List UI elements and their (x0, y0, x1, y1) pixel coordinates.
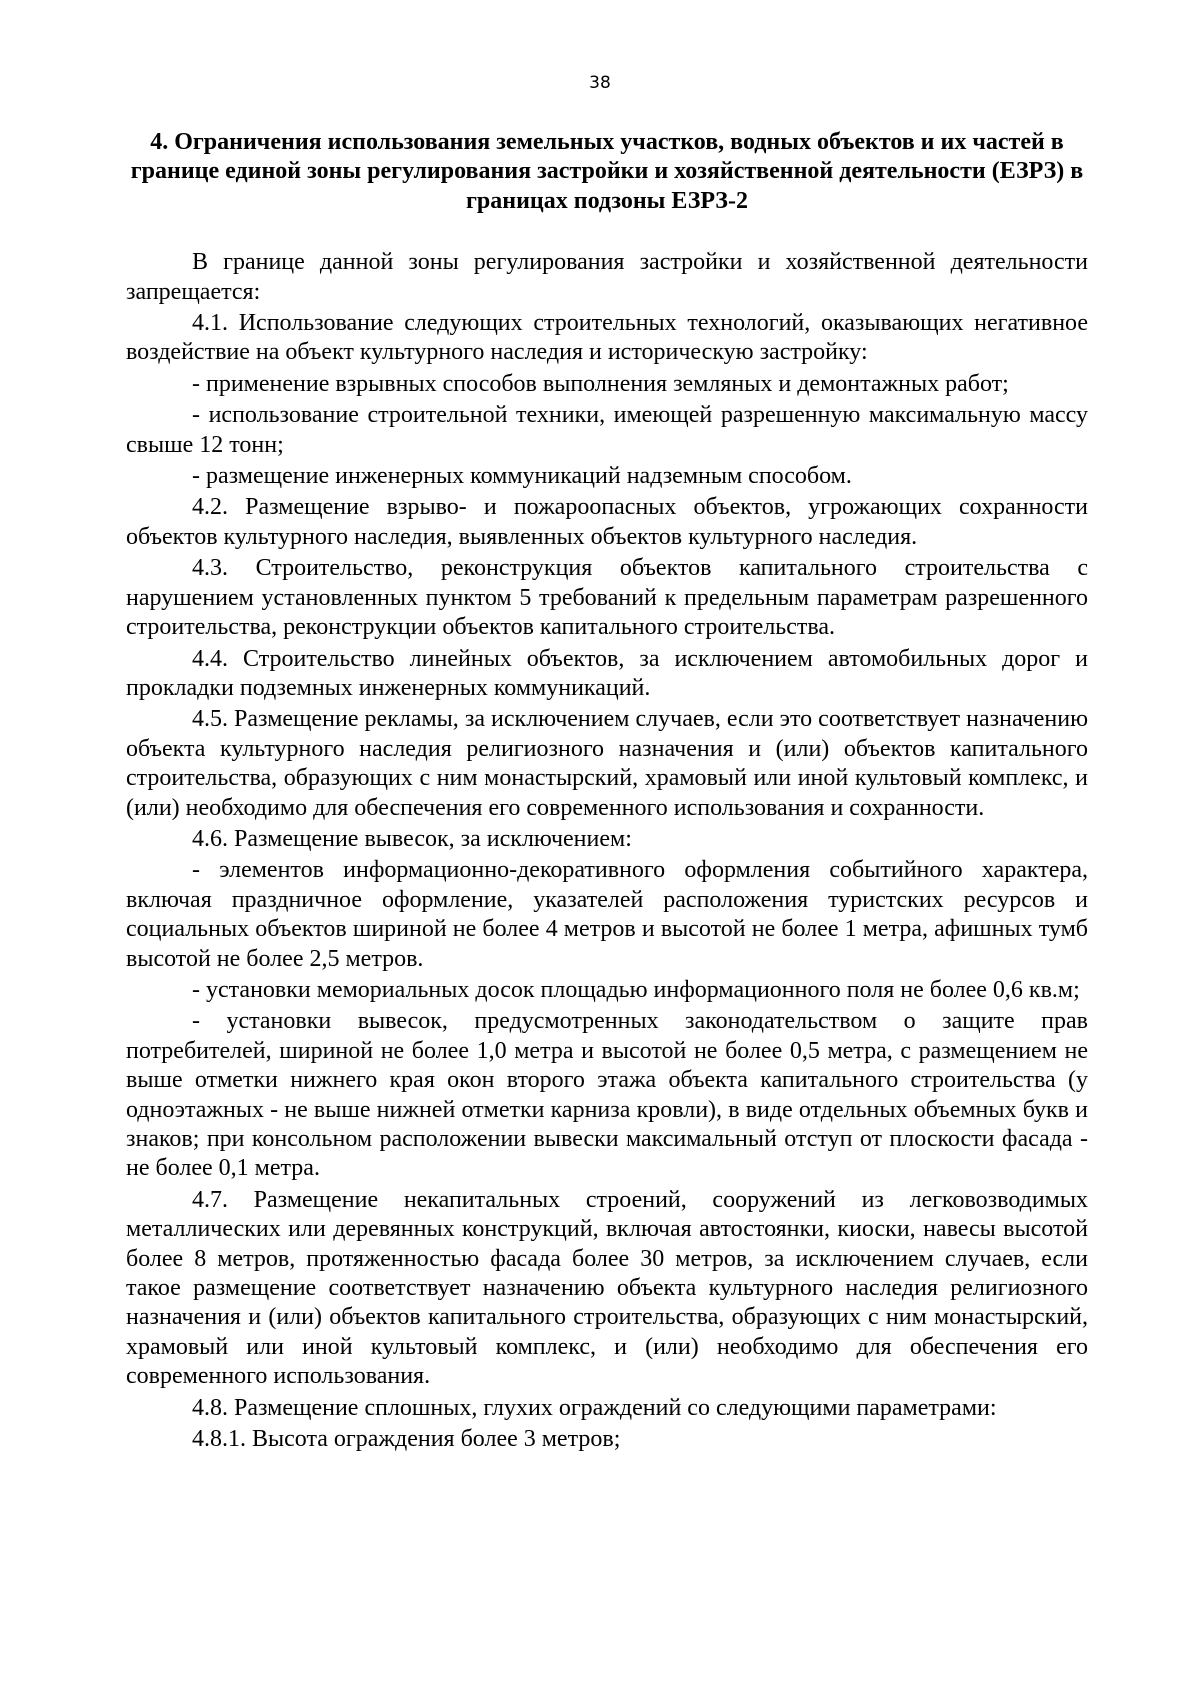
paragraph-4-1-item-1: - применение взрывных способов выполнения земляных и демонтажных работ; (192, 370, 1009, 397)
paragraph-4-6-item-3: - установки вывесок, предусмотренных законодательством о защите прав потребителей, шириной не более 1,0 метра и высотой не более 0,5 метра, с размещением не выше отметки нижнего края окон второго этажа объекта капитального строительства (у одноэтажных - не выше нижней отметки карниза кровли), в виде отдельных объемных букв и знаков; при консольном расположении вывески максимальный отступ от плоскости фасада - не более 0,1 метра. (126, 1008, 1088, 1182)
page-number: 38 (589, 73, 611, 93)
paragraph-4-6-item-2: - установки мемориальных досок площадью информационного поля не более 0,6 кв.м; (192, 976, 1080, 1003)
paragraph-4-1-item-2: - использование строительной техники, имеющей разрешенную максимальную массу свыше 12 тонн; (126, 402, 1088, 458)
paragraph-4-3: 4.3. Строительство, реконструкция объектов капитального строительства с нарушением установленных пунктом 5 требований к предельным параметрам разрешенного строительства, реконструкции объектов капитального строительства. (126, 555, 1088, 641)
paragraph-4-5: 4.5. Размещение рекламы, за исключением случаев, если это соответствует назначению объекта культурного наследия религиозного назначения и (или) объектов капитального строительства, образующих с ним монастырский, храмовый или иной культовый комплекс, и (или) необходимо для обеспечения его современного использования и сохранности. (126, 706, 1088, 821)
paragraph-4-1-item-3: - размещение инженерных коммуникаций надземным способом. (192, 463, 852, 490)
paragraph-4-2: 4.2. Размещение взрыво- и пожароопасных объектов, угрожающих сохранности объектов культурного наследия, выявленных объектов культурного наследия. (126, 494, 1088, 550)
paragraph-intro: В границе данной зоны регулирования застройки и хозяйственной деятельности запрещается: (126, 249, 1088, 305)
paragraph-4-4: 4.4. Строительство линейных объектов, за исключением автомобильных дорог и прокладки подземных инженерных коммуникаций. (126, 645, 1088, 701)
paragraph-4-8-1: 4.8.1. Высота ограждения более 3 метров; (192, 1426, 621, 1453)
document-body (126, 128, 1088, 1454)
paragraph-4-7: 4.7. Размещение некапитальных строений, сооружений из легковозводимых металлических или деревянных конструкций, включая автостоянки, киоски, навесы высотой более 8 метров, протяженностью фасада более 30 метров, за исключением случаев, если такое размещение соответствует назначению объекта культурного наследия религиозного назначения и (или) объектов капитального строительства, образующих с ним монастырский, храмовый или иной культовый комплекс, и (или) необходимо для обеспечения его современного использования. (126, 1186, 1088, 1390)
paragraph-4-6: 4.6. Размещение вывесок, за исключением: (192, 825, 632, 852)
paragraph-4-6-item-1: - элементов информационно-декоративного оформления событийного характера, включая праздничное оформление, указателей расположения туристских ресурсов и социальных объектов шириной не более 4 метров и высотой не более 1 метра, афишных тумб высотой не более 2,5 метров. (126, 857, 1088, 972)
paragraph-4-8: 4.8. Размещение сплошных, глухих ограждений со следующими параметрами: (192, 1394, 997, 1421)
section-heading: 4. Ограничения использования земельных участков, водных объектов и их частей в границе единой зоны регулирования застройки и хозяйственной деятельности (ЕЗРЗ) в границах подзоны ЕЗРЗ-2 (130, 129, 1084, 214)
paragraph-4-1: 4.1. Использование следующих строительных технологий, оказывающих негативное воздействие на объект культурного наследия и историческую застройку: (126, 310, 1088, 366)
